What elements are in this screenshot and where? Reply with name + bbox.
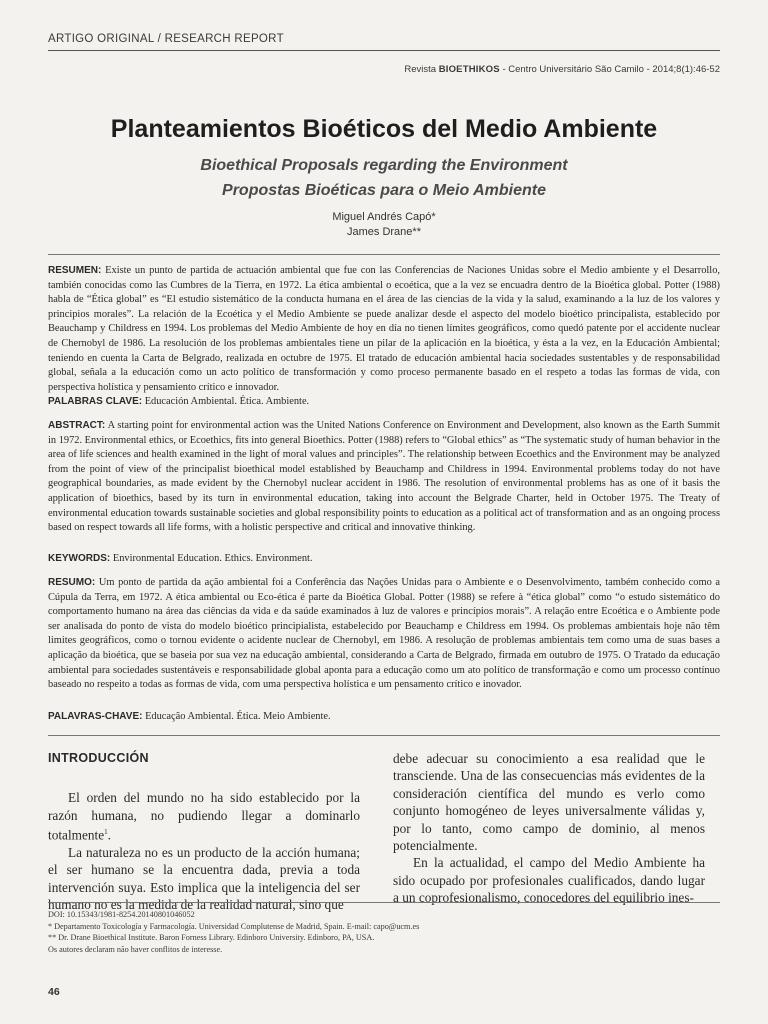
abstract-label: ABSTRACT: [48,420,106,431]
keywords-text: Environmental Education. Ethics. Environment. [112,553,313,564]
journal-prefix: Revista [404,64,437,75]
header-rule [48,50,720,51]
journal-brand: BIOETHIKOS [438,64,500,75]
body-paragraph-1-end: . [107,827,111,843]
body-column-right [393,750,705,907]
body-paragraph-4: En la actualidad, el campo del Medio Ambiente ha sido ocupado por profesionales cualificados, dando lugar a un coprofesionalismo, conocedores del equilibrio ines- [393,855,705,906]
palabras-clave-label: PALABRAS CLAVE: [48,396,143,407]
resumo-text: Um ponto de partida da ação ambiental foi a Conferência das Nações Unidas para o Ambiente e o Desenvolvimento, também conhecido como a Cúpula da Terra, em 1972. A ética ambiental ou Eco-ética é parte da Bioética Global. Potter (1988) se refere à “ética global” como “o estudo sistemático do comportamento humano na área das ciências da vida e da saúde examinados à luz de valores e princípios morais”. A relação entre Ecoética e o Ambiente pode ser analisada do ponto de vista do modelo bioético principialista, estabelecido por Beauchamp e Childress em 1994. Os problemas ambientais hoje não têm limites geográficos, como o tornou evidente o acidente nuclear de Chernobyl, em 1986. A resolução de problemas ambientais tem como uma de suas bases a aplicação da bioética, que se baseia por sua vez na educação ambiental, considerando a Carta de Belgrado, firmada em outubro de 1975. O Tratado da educação ambiental para sociedades sustentáveis e responsabilidade global aponta para a educação como um ato político de transformação e como um processo contínuo baseado no respeito a todas as formas de vida, com uma perspectiva holística e um pensamento crítico e inovador. [48,577,720,691]
resumo-paragraph [48,576,720,693]
palavras-chave-label: PALAVRAS-CHAVE: [48,711,143,722]
resumo-label: RESUMO: [48,577,96,588]
journal-suffix: - Centro Universitário São Camilo - 2014;8(1):46-52 [502,64,720,75]
subtitle-portuguese: Propostas Bioéticas para o Meio Ambiente [222,182,546,199]
section-heading-introduccion: INTRODUCCIÓN [48,751,149,765]
resumen-paragraph [48,264,720,395]
resumen-keywords [48,396,720,407]
journal-citation [404,64,720,75]
palavras-chave-text: Educação Ambiental. Ética. Meio Ambiente. [145,711,331,722]
section-label: ARTIGO ORIGINAL / RESEARCH REPORT [48,33,284,45]
abstract-keywords [48,553,720,564]
resumen-label: RESUMEN: [48,265,102,276]
footnotes [48,909,720,955]
abstract-text: A starting point for environmental action was the United Nations Conference on Environment and Development, also known as the Earth Summit in 1972. Environmental ethics, or Ecoethics, fits into general Bioethics. Potter (1988) refers to “Global ethics” as “The systematic study of human behavior in the area of life sciences and health examined in the light of moral values and principles”. The relationship between Ecoethics and the Environment may be analyzed from the point of view of the principalist bioethical model established by Beauchamp and Childress in 1994. Environmental problems today do not have geographical boundaries, as made evident by the Chernobyl nuclear accident in 1986. The resolution of environmental problems has as one of it basis the application of bioethics, based by its turn in environmental education, taking into account the Belgrade Charter, held in October 1975. The Treaty of environmental education towards sustainable societies and global responsibility points to education as a political act of transformation and as an ongoing process based on respect towards all life forms, with a holistic perspective and critical and innovative thinking. [48,420,720,534]
resumo-keywords [48,711,720,722]
author-1: Miguel Andrés Capó* [332,211,436,223]
abstract-bottom-rule [48,735,720,736]
abstract-top-rule [48,254,720,255]
reference-1: 1 [104,828,108,837]
palabras-clave-text: Educación Ambiental. Ética. Ambiente. [144,396,310,407]
keywords-label: KEYWORDS: [48,553,111,564]
footnote-2: ** Dr. Drane Bioethical Institute. Baron Forness Library. Edinboro University. Edinboro, PA, USA. [48,933,375,943]
page-number: 46 [48,986,60,998]
footnote-rule [48,902,720,903]
abstract-paragraph [48,419,720,536]
footnote-1: * Departamento Toxicología y Farmacología. Universidad Complutense de Madrid, Spain. E-mail: capo@ucm.es [48,921,420,931]
body-paragraph-1 [48,789,360,844]
body-column-left [48,750,360,914]
body-paragraph-3: debe adecuar su conocimiento a esa realidad que le transciende. Una de las consecuencias más evidentes de la consideración científica del mundo es verlo como conjunto homogéneo de leyes universalmente válidas y, por lo tanto, como campo de dominio, al menos potencialmente. [393,751,705,854]
body-paragraph-1-text: El orden del mundo no ha sido establecido por la razón humana, no pudiendo llegar a dominarlo totalmente [48,790,360,843]
footnote-3: Os autores declaram não haver conflitos de interesse. [48,944,223,954]
resumen-text: Existe un punto de partida de actuación ambiental que fue con las Conferencias de Naciones Unidas sobre el Medio ambiente y el Desarrollo, también conocidas como las Cumbres de la Tierra, en 1972. La ética ambiental o ecoética, que a la vez se encuadra dentro de la Bioética global. Potter (1988) habla de “Ética global” es “El estudio sistemático de la conducta humana en el área de las ciencias de la vida y la salud, examinando a la luz de los valores y principios morales”. La relación de la Ecoética y el Medio Ambiente se puede analizar desde el aspecto del modelo bioético principalista, establecido por Beauchamp y Childress en 1994. Los problemas del Medio Ambiente de hoy en día no tienen límites geográficos, como quedó patente por el accidente nuclear de Chernobyl de 1986. La resolución de los problemas ambientales tiene un pilar de la aplicación en la bioética, y ésta a la vez, en la Educación Ambiental; teniendo en cuenta la Carta de Belgrado, realizada en octubre de 1975. El tratado de educación ambiental hacia sociedades sustentables y de responsabilidad global, señala a la educación como un acto político de transformación y como proceso permanente basado en el respeto a todas las formas de vida, con perspectiva holística y pensamiento crítico e innovador. [48,265,720,393]
body-paragraph-2: La naturaleza no es un producto de la acción humana; el ser humano se la encuentra dada, previa a toda intervención suya. Esto implica que la inteligencia del ser humano no es la medida de la realidad natural, sino que [48,845,360,913]
doi: DOI: 10.15343/1981-8254.20140801046052 [48,910,195,919]
author-2: James Drane** [347,226,421,238]
subtitle-english: Bioethical Proposals regarding the Environment [200,157,568,174]
article-title: Planteamientos Bioéticos del Medio Ambiente [110,115,658,143]
